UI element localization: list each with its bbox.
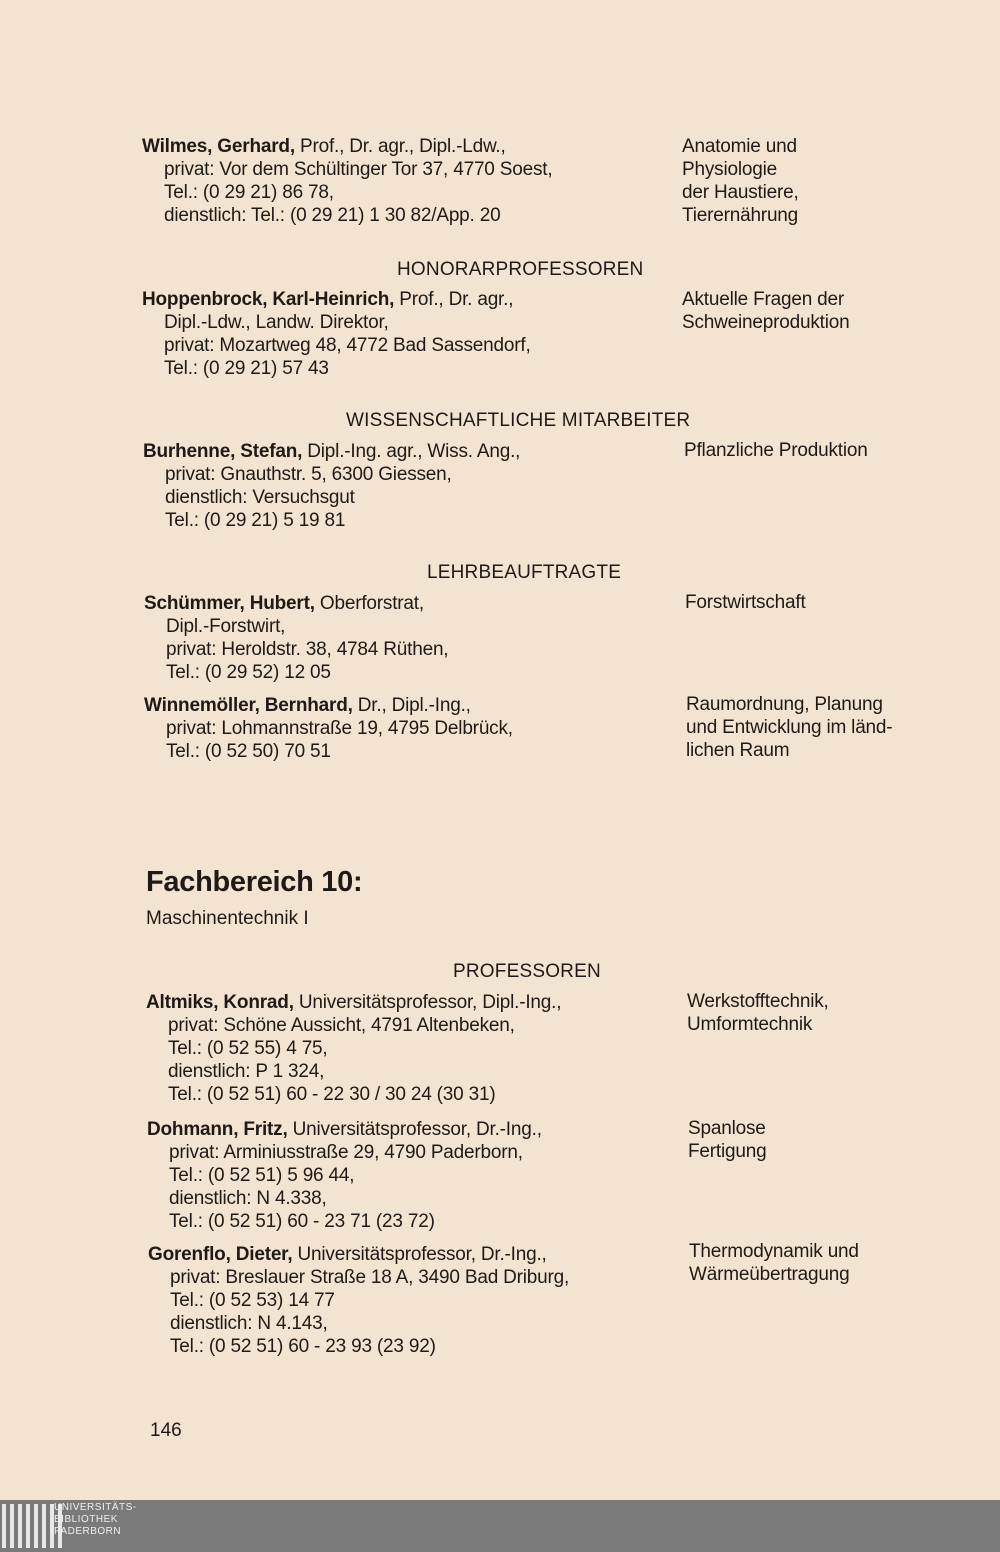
entry-burhenne (143, 440, 520, 532)
entry-line: dienstlich: Tel.: (0 29 21) 1 30 82/App. 20 (164, 205, 501, 226)
person-title: Universitätsprofessor, Dr.-Ing., (292, 1244, 547, 1265)
entry-line: privat: Breslauer Straße 18 A, 3490 Bad Driburg, (170, 1267, 570, 1288)
subject-schuemmer (685, 591, 806, 614)
entry-line: Tel.: (0 52 51) 5 96 44, (169, 1165, 355, 1186)
person-name: Schümmer, Hubert, (144, 593, 315, 614)
entry-dohmann (147, 1118, 542, 1233)
subject-line: Fertigung (688, 1141, 767, 1162)
subject-wilmes (682, 135, 799, 227)
entry-line: Tel.: (0 29 21) 5 19 81 (165, 510, 346, 531)
subject-altmiks (687, 990, 829, 1036)
entry-line: privat: Lohmannstraße 19, 4795 Delbrück, (166, 718, 513, 739)
subject-line: lichen Raum (686, 740, 790, 761)
subject-gorenflo (689, 1240, 859, 1286)
entry-line: privat: Gnauthstr. 5, 6300 Giessen, (165, 464, 452, 485)
section-heading-honorarprofessoren: HONORARPROFESSOREN (397, 259, 644, 280)
subject-line: der Haustiere, (682, 182, 799, 203)
subject-line: Spanlose (688, 1118, 766, 1139)
entry-line: Tel.: (0 29 21) 57 43 (164, 358, 329, 379)
entry-line: privat: Arminiusstraße 29, 4790 Paderborn, (169, 1142, 523, 1163)
entry-line: privat: Heroldstr. 38, 4784 Rüthen, (166, 639, 449, 660)
section-heading-professoren: PROFESSOREN (453, 961, 601, 982)
subject-line: Thermodynamik und (689, 1241, 859, 1262)
entry-hoppenbrock (142, 288, 531, 380)
entry-line: Tel.: (0 52 51) 60 - 22 30 / 30 24 (30 31) (168, 1084, 496, 1105)
entry-schuemmer (144, 592, 448, 684)
person-name: Hoppenbrock, Karl-Heinrich, (142, 289, 395, 310)
person-name: Gorenflo, Dieter, (148, 1244, 293, 1265)
person-title: Universitätsprofessor, Dr.-Ing., (287, 1119, 542, 1140)
library-logo-icon (2, 1504, 62, 1548)
person-title: Dipl.-Ing. agr., Wiss. Ang., (302, 441, 521, 462)
person-title: Universitätsprofessor, Dipl.-Ing., (293, 992, 562, 1013)
person-name: Altmiks, Konrad, (146, 992, 294, 1013)
fachbereich-title: Fachbereich 10: (146, 866, 363, 898)
person-name: Dohmann, Fritz, (147, 1119, 288, 1140)
entry-line: Tel.: (0 52 51) 60 - 23 71 (23 72) (169, 1211, 435, 1232)
logo-line: BIBLIOTHEK (54, 1514, 118, 1525)
logo-line: UNIVERSITÄTS- (54, 1502, 137, 1513)
fachbereich-subtitle: Maschinentechnik I (146, 908, 309, 929)
subject-hoppenbrock (682, 288, 850, 334)
subject-line: und Entwicklung im länd- (686, 717, 893, 738)
entry-line: Tel.: (0 29 21) 86 78, (164, 182, 334, 203)
entry-altmiks (146, 991, 561, 1106)
subject-line: Raumordnung, Planung (686, 694, 883, 715)
subject-line: Aktuelle Fragen der (682, 289, 845, 310)
entry-line: Tel.: (0 52 53) 14 77 (170, 1290, 335, 1311)
logo-line: PADERBORN (54, 1526, 122, 1537)
entry-line: Dipl.-Forstwirt, (166, 616, 286, 637)
library-logo-text (54, 1502, 137, 1538)
entry-line: Tel.: (0 52 50) 70 51 (166, 741, 331, 762)
person-title: Prof., Dr. agr., (394, 289, 514, 310)
subject-line: Anatomie und (682, 136, 797, 157)
subject-line: Forstwirtschaft (685, 592, 806, 613)
subject-line: Umformtechnik (687, 1014, 813, 1035)
entry-line: privat: Vor dem Schültinger Tor 37, 4770 Soest, (164, 159, 553, 180)
subject-line: Schweineproduktion (682, 312, 850, 333)
person-title: Prof., Dr. agr., Dipl.-Ldw., (294, 136, 506, 157)
subject-line: Physiologie (682, 159, 777, 180)
person-title: Oberforstrat, (314, 593, 424, 614)
entry-line: privat: Schöne Aussicht, 4791 Altenbeken, (168, 1015, 515, 1036)
subject-line: Pflanzliche Produktion (684, 440, 868, 461)
entry-line: dienstlich: P 1 324, (168, 1061, 325, 1082)
subject-line: Tierernährung (682, 205, 799, 226)
section-heading-lehrbeauftragte: LEHRBEAUFTRAGTE (427, 562, 622, 583)
entry-wilmes (142, 135, 552, 227)
entry-line: Tel.: (0 52 55) 4 75, (168, 1038, 328, 1059)
entry-gorenflo (148, 1243, 569, 1358)
entry-line: Tel.: (0 29 52) 12 05 (166, 662, 331, 683)
subject-line: Werkstofftechnik, (687, 991, 829, 1012)
entry-line: dienstlich: N 4.338, (169, 1188, 327, 1209)
person-name: Wilmes, Gerhard, (142, 136, 295, 157)
subject-burhenne (684, 439, 868, 462)
person-name: Winnemöller, Bernhard, (144, 695, 353, 716)
entry-line: Tel.: (0 52 51) 60 - 23 93 (23 92) (170, 1336, 436, 1357)
entry-line: Dipl.-Ldw., Landw. Direktor, (164, 312, 389, 333)
library-footer-bar (0, 1500, 1000, 1552)
subject-line: Wärmeübertragung (689, 1264, 850, 1285)
entry-line: privat: Mozartweg 48, 4772 Bad Sassendorf, (164, 335, 531, 356)
subject-dohmann (688, 1117, 766, 1163)
subject-winnemoeller (686, 693, 892, 762)
section-heading-wissenschaftliche-mitarbeiter: WISSENSCHAFTLICHE MITARBEITER (346, 410, 691, 431)
person-name: Burhenne, Stefan, (143, 441, 303, 462)
entry-line: dienstlich: N 4.143, (170, 1313, 328, 1334)
entry-line: dienstlich: Versuchsgut (165, 487, 355, 508)
entry-winnemoeller (144, 694, 513, 763)
page-number: 146 (150, 1420, 182, 1441)
person-title: Dr., Dipl.-Ing., (352, 695, 471, 716)
